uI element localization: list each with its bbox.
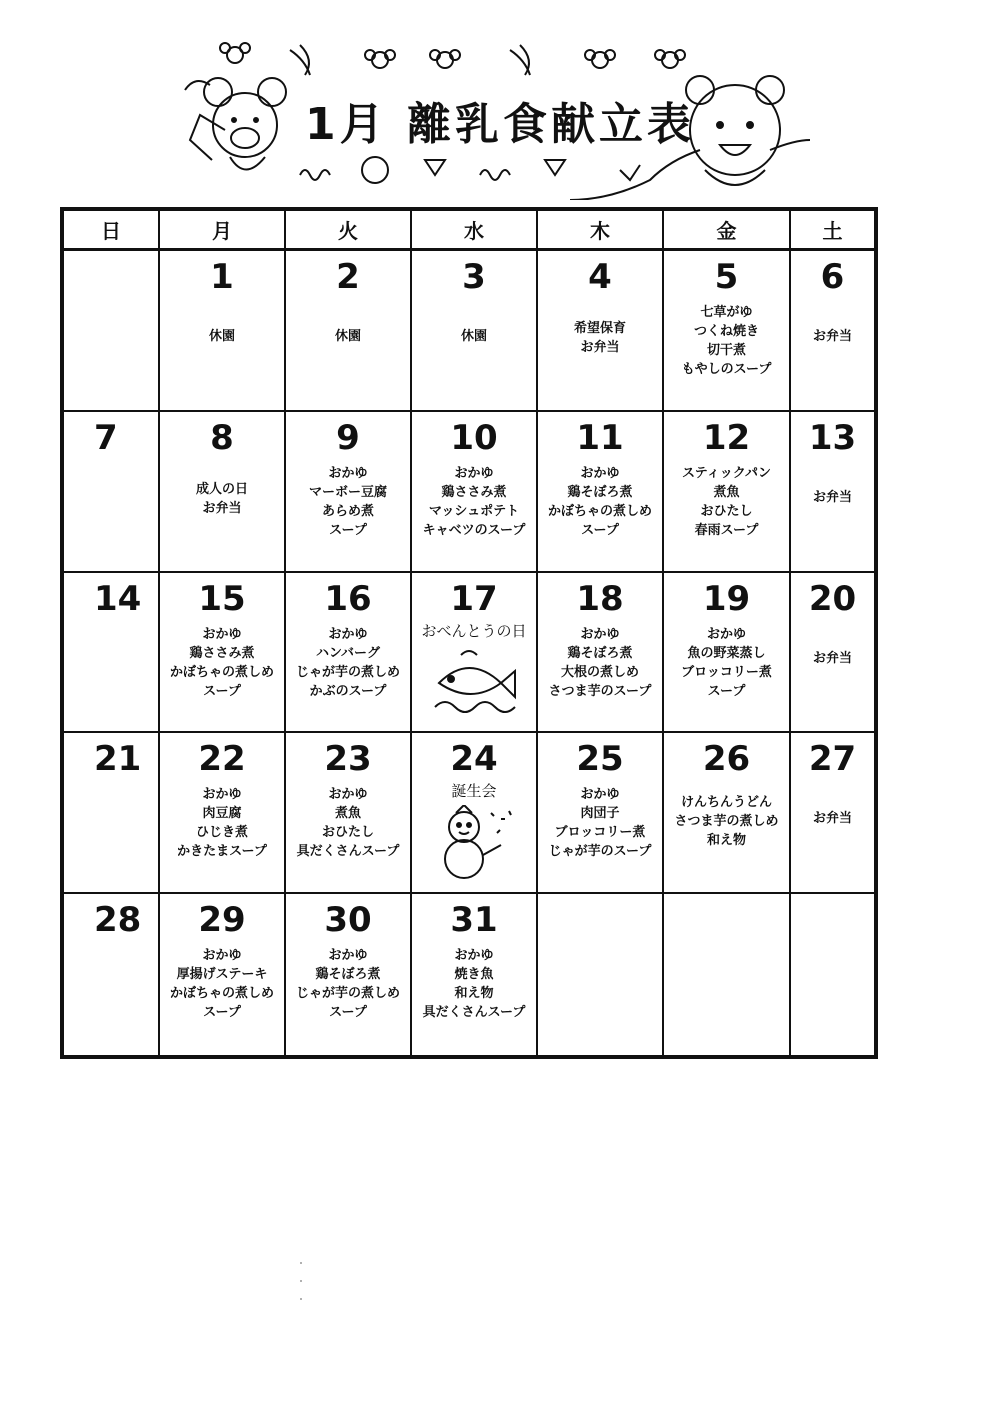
menu-item: 和え物 [454,986,494,1002]
calendar-day-cell [664,894,791,1055]
menu-item: 鶏ささみ煮 [441,484,507,500]
menu-item: 鶏ささみ煮 [189,645,255,661]
menu-item: おかゆ [328,626,368,642]
menu-item: ハンバーグ [315,645,381,661]
calendar-day-cell [538,412,664,573]
menu-item: あらめ煮 [321,503,374,519]
menu-item: スープ [581,522,619,538]
menu-item: つくね焼き [693,324,759,339]
day-number: 22 [198,739,246,780]
calendar-day-cell [286,894,412,1055]
day-number: 25 [576,739,624,780]
menu-list [286,785,410,861]
menu-item: 煮魚 [713,484,740,500]
day-number: 17 [450,578,498,619]
day-number: 19 [702,578,751,619]
menu-item: お弁当 [812,811,852,827]
menu-item: おかゆ [202,948,242,964]
menu-item: おかゆ [454,948,494,964]
menu-list [791,488,874,507]
menu-list [412,946,536,1022]
calendar-day-cell [64,573,160,734]
menu-list [664,464,789,540]
day-number: 26 [702,739,751,780]
menu-list [538,625,662,701]
menu-item: 希望保育 [573,321,626,336]
menu-item: おかゆ [328,787,368,803]
calendar-day-cell [538,251,664,412]
day-number: 6 [820,257,845,297]
menu-item: おかゆ [706,626,746,642]
calendar-day-cell [664,733,791,894]
day-number: 23 [324,739,372,780]
calendar-day-cell [791,894,874,1055]
menu-list [791,809,874,828]
menu-list [286,625,410,701]
calendar-day-cell [412,573,538,734]
day-number: 28 [94,900,142,941]
menu-item: お弁当 [812,489,852,505]
day-number: 21 [94,739,142,780]
menu-item: 肉団子 [580,806,620,822]
calendar-day-cell [791,573,874,734]
menu-item: おひたし [700,503,753,519]
day-number: 5 [714,257,739,297]
menu-list [160,327,284,346]
day-number: 7 [94,417,118,458]
day-number: 2 [336,257,360,297]
menu-item: おかゆ [580,787,620,803]
page-title: 1月 離乳食献立表 [305,99,695,150]
menu-item: ブロッコリー煮 [554,825,646,841]
menu-item: お弁当 [812,329,852,344]
day-number: 1 [210,257,234,297]
menu-list [160,625,284,701]
calendar-day-cell [664,251,791,412]
menu-item: 具だくさんスープ [296,844,400,860]
menu-item: ひじき煮 [195,825,248,841]
menu-item: 魚の野菜蒸し [687,645,766,661]
menu-item: かぼちゃの煮しめ [547,503,652,519]
menu-item: 大根の煮しめ [560,664,639,680]
weekday-header: 金 [664,211,791,251]
menu-item: 具だくさんスープ [422,1005,526,1021]
calendar-day-cell [791,412,874,573]
menu-list [160,946,284,1022]
weekday-header: 木 [538,211,664,251]
menu-item: おかゆ [580,626,620,642]
day-number: 13 [808,417,857,458]
menu-item: 煮魚 [334,806,361,822]
calendar-day-cell [791,733,874,894]
day-number: 18 [576,578,624,619]
menu-item: スープ [329,1005,367,1021]
calendar-day-cell [664,412,791,573]
menu-list [538,464,662,540]
day-number: 12 [702,417,751,458]
day-number: 20 [808,578,857,619]
menu-item: 七草がゆ [700,305,753,320]
day-number: 10 [450,417,498,458]
calendar-day-cell [664,573,791,734]
menu-list [286,327,410,346]
day-number: 16 [324,578,372,619]
menu-item: おひたし [321,825,374,841]
menu-item: おかゆ [328,948,368,964]
menu-item: さつま芋のスープ [548,683,652,699]
calendar-day-cell [412,733,538,894]
menu-item: 鶏そぼろ煮 [315,967,381,983]
menu-item: スティックパン [682,465,771,481]
menu-item: スープ [329,522,367,538]
day-number: 27 [808,739,857,780]
menu-item: じゃが芋の煮しめ [295,986,400,1002]
day-number: 29 [198,900,246,941]
scan-speck [300,1280,302,1282]
menu-item: 春雨スープ [694,522,759,538]
calendar-day-cell [160,251,286,412]
calendar-day-cell [64,894,160,1055]
calendar-day-cell [160,894,286,1055]
menu-item: 焼き魚 [454,967,494,983]
fish-illustration-icon [431,645,517,717]
calendar-day-cell [64,251,160,412]
menu-item: 厚揚げステーキ [176,967,268,983]
menu-item: じゃが芋の煮しめ [295,664,400,680]
day-number: 4 [588,257,612,297]
calendar-day-cell [538,733,664,894]
day-number: 9 [336,417,360,458]
menu-item: 休園 [334,329,361,344]
day-number: 31 [450,900,498,941]
menu-calendar [60,207,878,1059]
menu-item: スープ [203,683,241,699]
menu-item: マーボー豆腐 [308,484,387,500]
menu-list [160,480,284,518]
menu-item: さつま芋の煮しめ [674,814,779,830]
calendar-day-cell [160,573,286,734]
menu-item: お弁当 [812,650,852,666]
menu-item: 和え物 [706,833,746,849]
menu-item: 成人の日 [195,481,248,497]
header-decoration [150,30,850,200]
calendar-day-cell [412,251,538,412]
menu-item: キャベツのスープ [422,522,526,538]
menu-item: お弁当 [202,500,242,516]
calendar-day-cell [286,733,412,894]
scan-speck [300,1262,302,1264]
menu-item: 鶏そぼろ煮 [567,645,633,661]
menu-list [160,785,284,861]
menu-list [664,793,789,850]
menu-item: かぼちゃの煮しめ [169,664,274,680]
menu-list [286,946,410,1022]
weekday-header: 土 [791,211,874,251]
menu-list [664,625,789,701]
calendar-day-cell [64,412,160,573]
menu-list [791,327,874,346]
day-number: 11 [576,417,624,458]
snowman-illustration-icon [429,805,519,881]
menu-item: スープ [707,683,746,699]
calendar-day-cell [412,894,538,1055]
menu-item: じゃが芋のスープ [548,844,652,860]
menu-item: おかゆ [202,626,242,642]
menu-item: おかゆ [580,465,620,481]
menu-item: 鶏そぼろ煮 [567,484,633,500]
day-number: 8 [210,417,234,458]
menu-item: スープ [203,1005,241,1021]
calendar-day-cell [160,412,286,573]
calendar-day-cell [64,733,160,894]
weekday-header: 水 [412,211,538,251]
menu-item: かぶのスープ [309,683,387,699]
menu-item: もやしのスープ [681,362,772,377]
calendar-day-cell [538,573,664,734]
calendar-day-cell [538,894,664,1055]
day-number: 30 [324,900,372,941]
menu-item: 休園 [208,329,235,344]
calendar-day-cell [791,251,874,412]
weekday-header: 月 [160,211,286,251]
menu-list [791,649,874,668]
menu-list [412,464,536,540]
menu-list [538,319,662,357]
menu-list [664,303,789,379]
menu-item: お弁当 [580,340,620,355]
menu-item: マッシュポテト [428,503,520,519]
menu-item: けんちんうどん [680,795,772,811]
menu-item: おかゆ [202,787,242,803]
calendar-day-cell [286,412,412,573]
menu-list [538,785,662,861]
menu-item: ブロッコリー煮 [681,664,772,680]
calendar-day-cell [412,412,538,573]
event-label: 誕生会 [451,782,497,801]
menu-item: かぼちゃの煮しめ [169,986,274,1002]
menu-item: おかゆ [454,465,494,481]
day-number: 15 [198,578,246,619]
calendar-day-cell [286,573,412,734]
menu-item: かきたまスープ [177,844,267,860]
calendar-day-cell [286,251,412,412]
menu-item: おかゆ [328,465,368,481]
event-label: おべんとうの日 [421,621,527,640]
weekday-header: 火 [286,211,412,251]
menu-item: 休園 [460,329,487,344]
menu-item: 切干煮 [706,343,746,358]
day-number: 24 [450,739,498,780]
calendar-day-cell [160,733,286,894]
weekday-header: 日 [64,211,160,251]
menu-item: 肉豆腐 [202,806,242,822]
day-number: 3 [462,257,486,297]
day-number: 14 [94,578,142,619]
scan-speck [300,1298,302,1300]
menu-list [412,327,536,346]
menu-list [286,464,410,540]
